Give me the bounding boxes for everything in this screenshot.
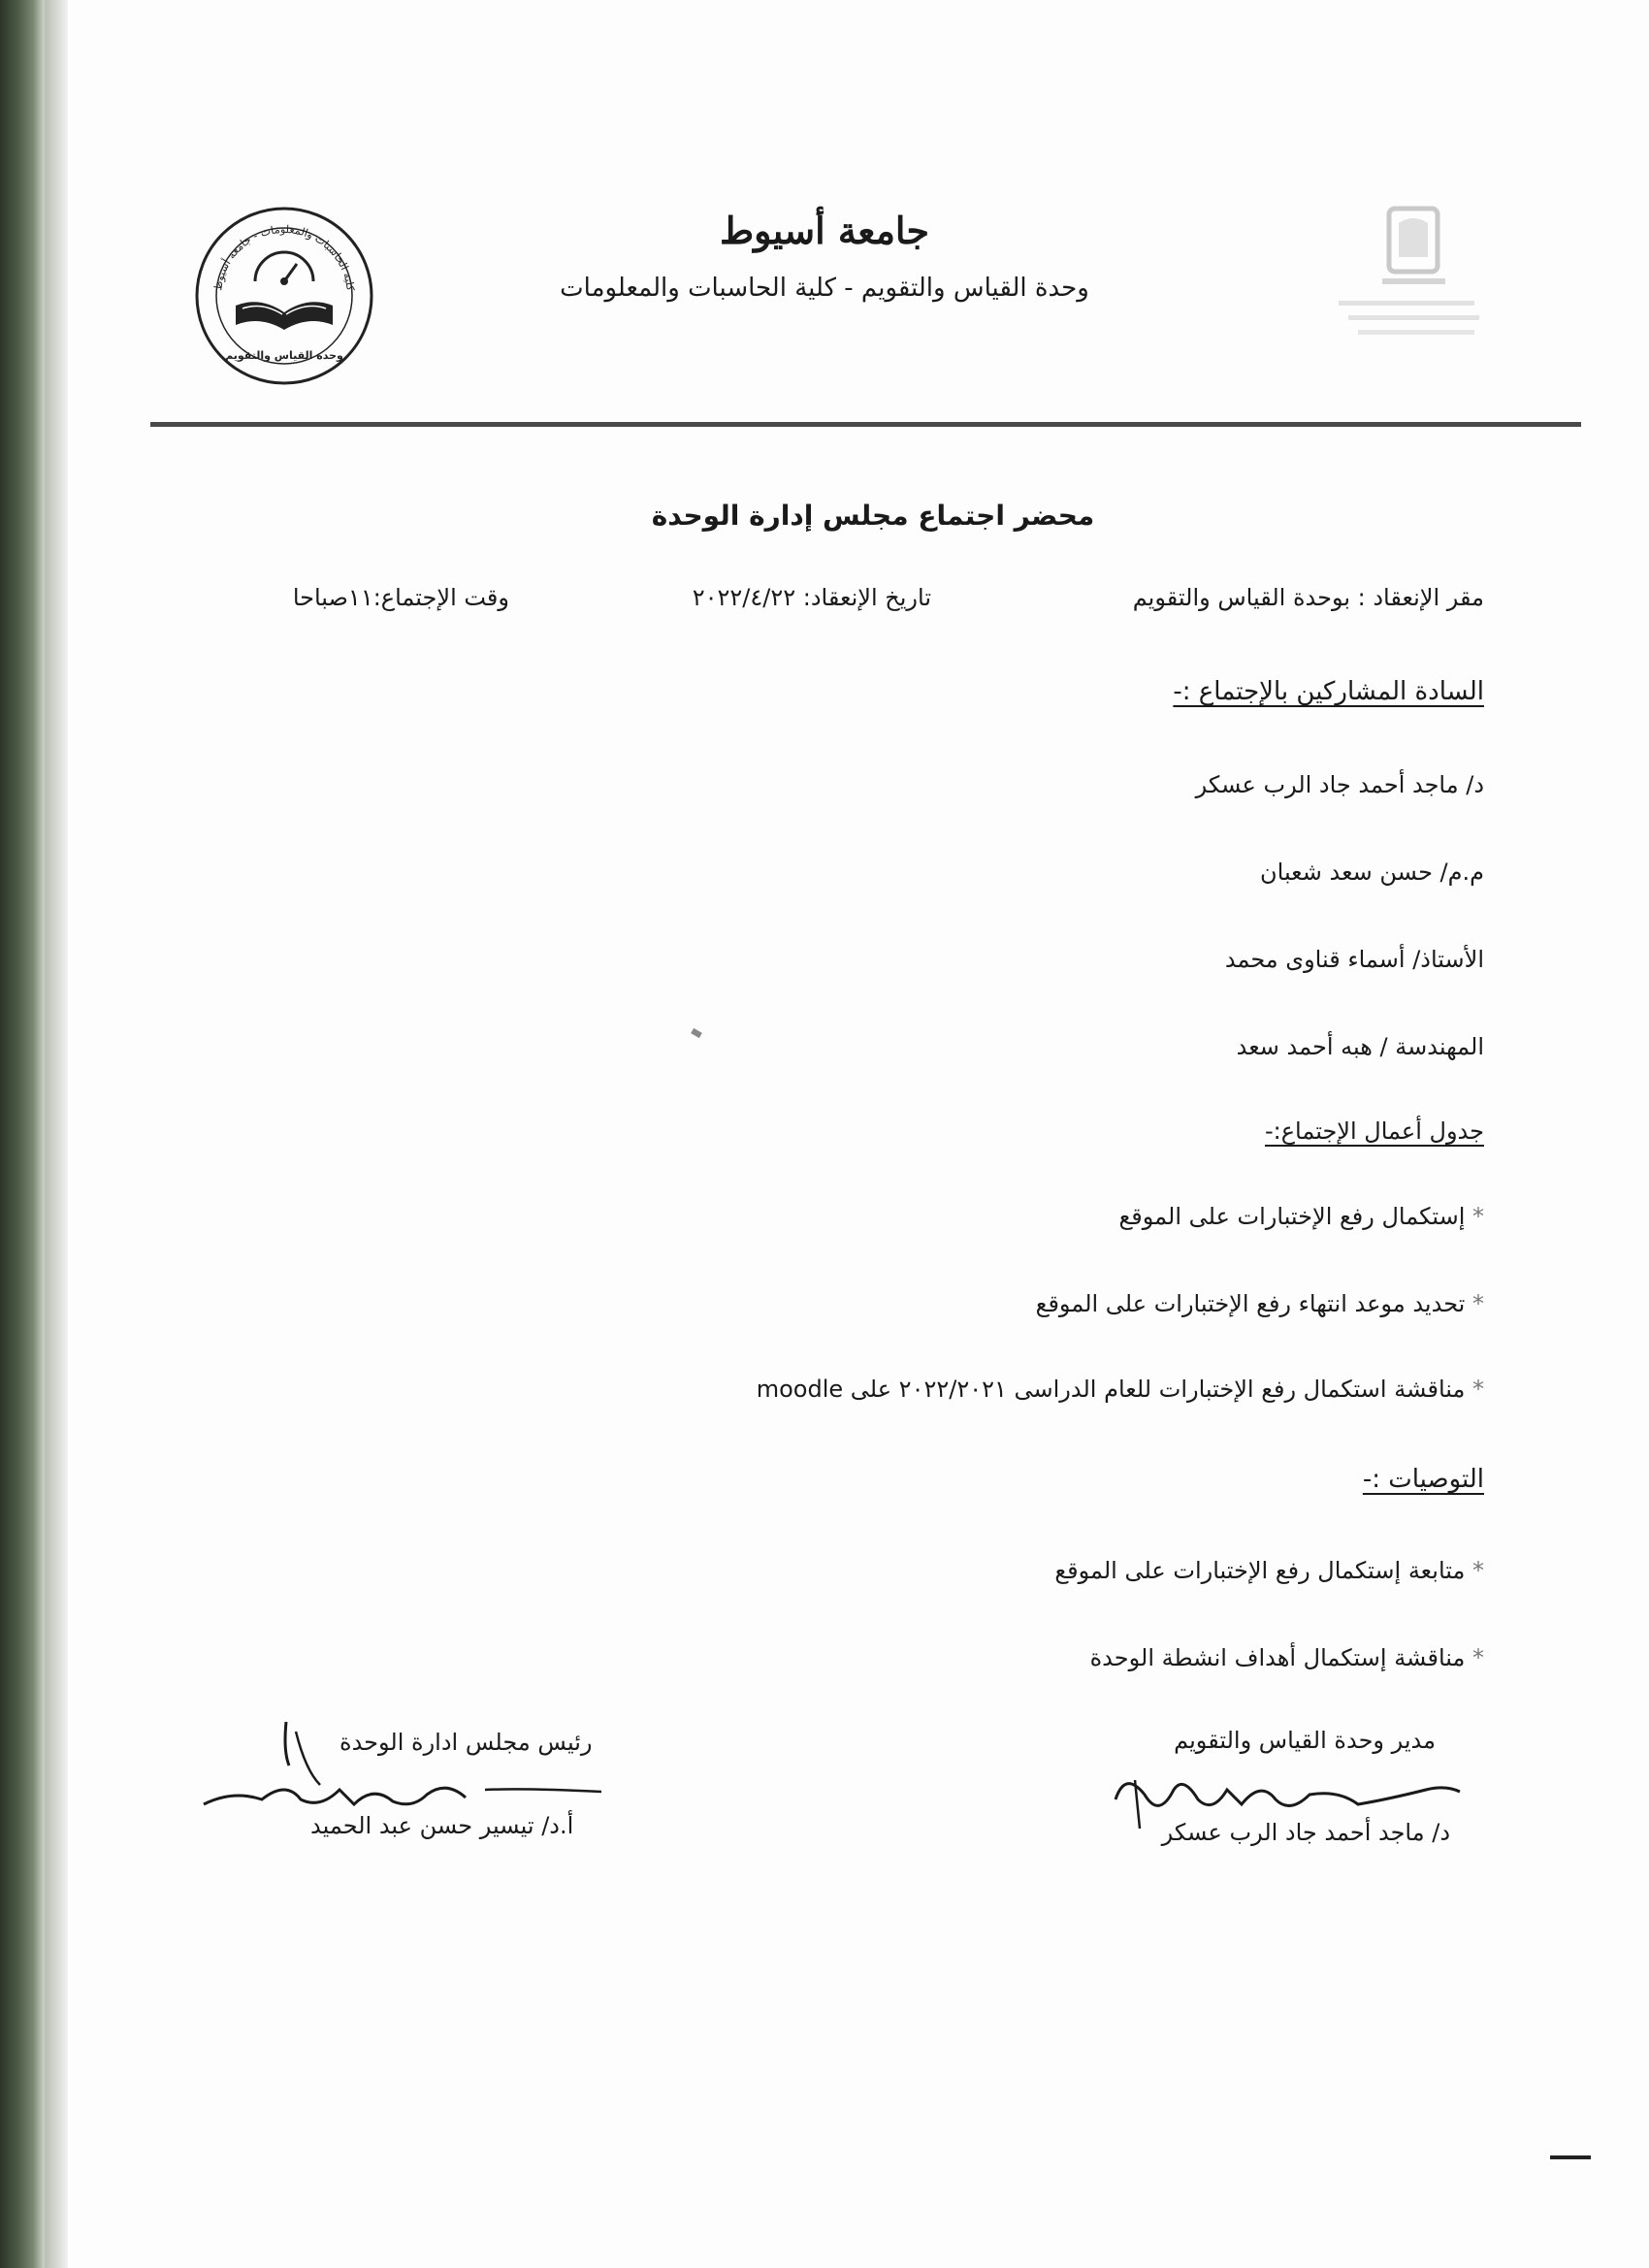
agenda-item-text: مناقشة استكمال رفع الإختبارات للعام الدراسى ٢٠٢٢/٢٠٢١ على moodle (756, 1376, 1466, 1403)
unit-name: وحدة القياس والتقويم - كلية الحاسبات والمعلومات (560, 274, 1089, 303)
chair-name: أ.د/ تيسير حسن عبد الحميد (310, 1812, 574, 1839)
agenda-heading: جدول أعمال الإجتماع:- (1264, 1118, 1484, 1145)
chair-signature (194, 1712, 621, 1829)
bullet: * (1472, 1290, 1484, 1317)
meeting-date: تاريخ الإنعقاد: ٢٠٢٢/٤/٢٢ (692, 584, 931, 611)
agenda-item-text: تحديد موعد انتهاء رفع الإختبارات على الموقع (1035, 1290, 1466, 1317)
recommendation-2 (1090, 1644, 1484, 1671)
letterhead (485, 209, 1164, 303)
header-divider (150, 422, 1581, 427)
logo-bottom-text: وحدة القياس والتقويم (225, 349, 343, 362)
logo-ring-text: كلية الحاسبات والمعلومات - جامعة أسيوط (211, 222, 357, 292)
agenda-item-1 (1119, 1203, 1485, 1230)
participant-3: الأستاذ/ أسماء قناوى محمد (1224, 946, 1484, 973)
scan-mark (1550, 2155, 1591, 2159)
bullet: * (1472, 1644, 1484, 1671)
university-name: جامعة أسيوط (720, 209, 929, 252)
meeting-meta (242, 584, 1484, 623)
bullet: * (1472, 1557, 1484, 1584)
recommendation-text: متابعة إستكمال رفع الإختبارات على الموقع (1054, 1557, 1466, 1584)
participant-4: المهندسة / هبه أحمد سعد (1236, 1033, 1484, 1060)
faculty-logo (1329, 199, 1489, 364)
agenda-item-3 (757, 1376, 1484, 1403)
director-title: مدير وحدة القياس والتقويم (1174, 1727, 1436, 1754)
agenda-item-text: إستكمال رفع الإختبارات على الموقع (1118, 1203, 1466, 1230)
scan-edge (0, 0, 45, 2268)
participant-1: د/ ماجد أحمد جاد الرب عسكر (1195, 771, 1484, 798)
director-name: د/ ماجد أحمد جاد الرب عسكر (1161, 1819, 1450, 1846)
participants-heading: السادة المشاركين بالإجتماع :- (1173, 677, 1484, 706)
bullet: * (1472, 1203, 1484, 1230)
recommendation-text: مناقشة إستكمال أهداف انشطة الوحدة (1089, 1644, 1466, 1671)
recommendations-heading: التوصيات :- (1362, 1465, 1484, 1494)
document-title: محضر اجتماع مجلس إدارة الوحدة (651, 500, 1095, 532)
scan-speck (691, 1028, 702, 1038)
recommendation-1 (1054, 1557, 1484, 1584)
chair-title: رئيس مجلس ادارة الوحدة (340, 1729, 593, 1756)
meeting-time: وقت الإجتماع:١١صباحا (292, 584, 509, 611)
scan-edge-highlight (45, 0, 68, 2268)
bullet: * (1472, 1376, 1484, 1403)
participant-2: م.م/ حسن سعد شعبان (1260, 859, 1484, 886)
meeting-place: مقر الإنعقاد : بوحدة القياس والتقويم (1132, 584, 1484, 611)
unit-logo (192, 204, 376, 388)
agenda-item-2 (1036, 1290, 1484, 1317)
